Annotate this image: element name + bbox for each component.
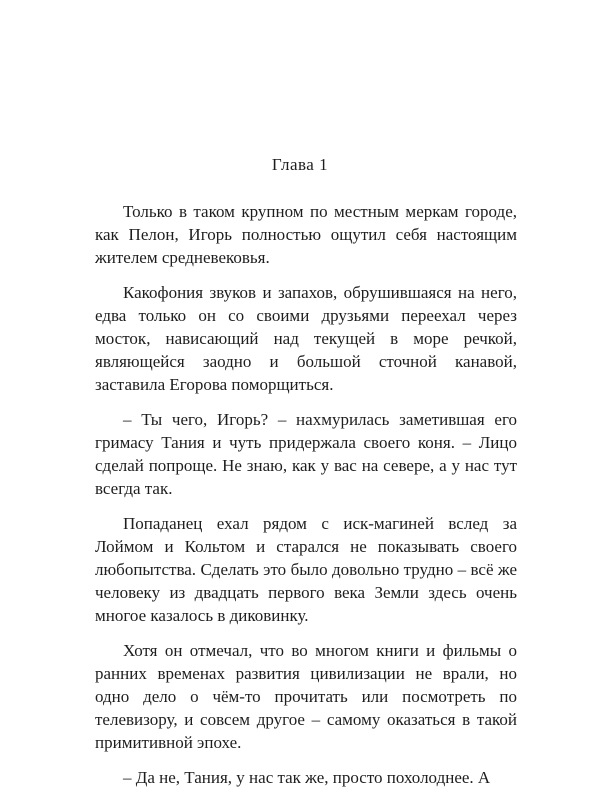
chapter-body bbox=[95, 200, 517, 789]
chapter-title: Глава 1 bbox=[271, 155, 329, 174]
paragraph: Попаданец ехал рядом с иск-магиней вслед за Лоймом и Кольтом и старался не показывать своего любопытства. Сделать это было довольно трудно – всё же человеку из двадцать первого века Земли здесь очень многое казалось в диковинку. bbox=[95, 514, 517, 625]
paragraph: Какофония звуков и запахов, обрушившаяся на него, едва только он со своими друзьями переехал через мосток, нависающий над текущей в море речкой, являющейся заодно и большой сточной канавой, заставила Егорова поморщиться. bbox=[95, 283, 517, 394]
paragraph: Только в таком крупном по местным меркам городе, как Пелон, Игорь полностью ощутил себя настоящим жителем средневековья. bbox=[95, 202, 517, 267]
paragraph: – Ты чего, Игорь? – нахмурилась заметившая его гримасу Тания и чуть придержала своего коня. – Лицо сделай попроще. Не знаю, как у вас на севере, а у нас тут всегда так. bbox=[95, 410, 517, 498]
paragraph: Хотя он отмечал, что во многом книги и фильмы о ранних временах развития цивилизации не врали, но одно дело о чём-то прочитать или посмотреть по телевизору, и совсем другое – самому оказаться в такой примитивной эпохе. bbox=[95, 641, 517, 752]
paragraph: – Да не, Тания, у нас так же, просто похолоднее. А bbox=[123, 768, 491, 787]
